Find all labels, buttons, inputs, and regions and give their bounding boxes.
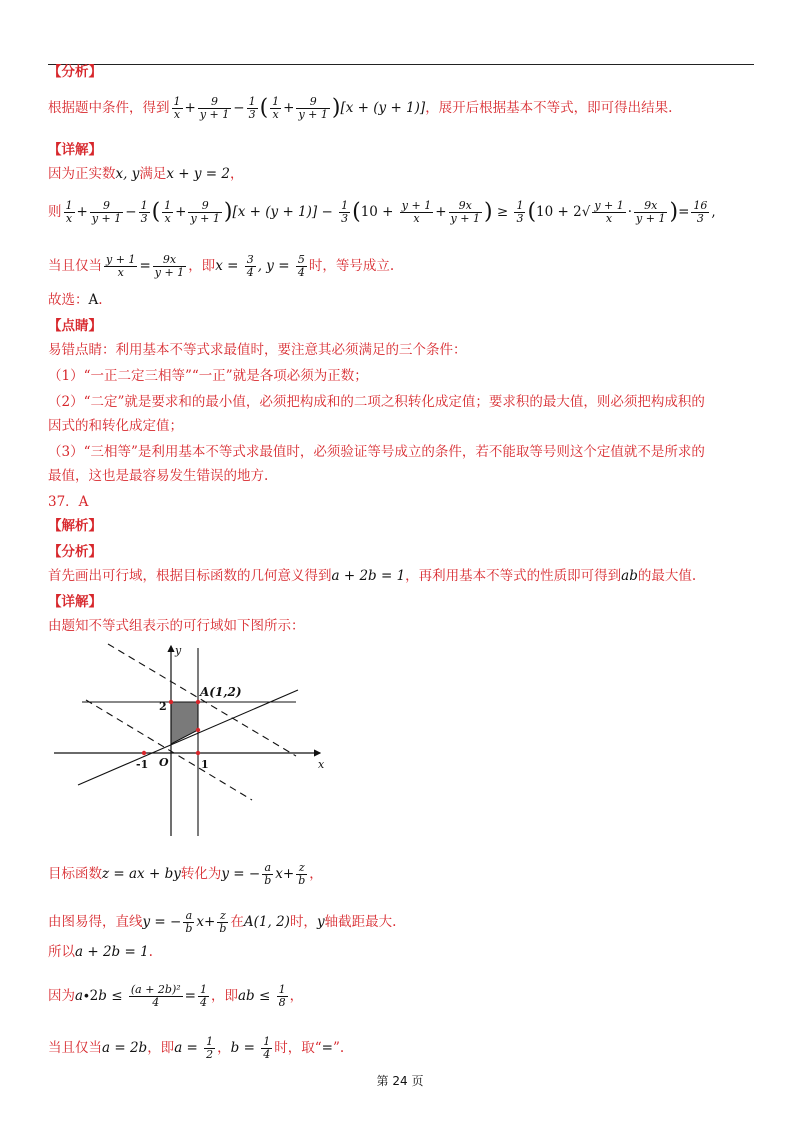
label-2: 2 [159,700,167,713]
tip-item-2b: 因式的和转化成定值； [48,418,183,434]
tip-tag: 【点睛】 [48,318,102,334]
q37-xiangjie-line-4: 所以a + 2b = 1. [48,944,153,960]
q37-xiangjie-line-5: 因为a∙2b ≤ $\frac{\text{(a + 2b)²}}{4}$ = $\frac{1}{4}$ ，即ab ≤ $\frac{1}{8}$ ， [48,983,304,1009]
detail-line-2: 则 $\frac{1}{x}$ + $\frac{9}{y + 1}$ − $\frac{1}{3}$ ( $\frac{1}{x}$ + $\frac{9}{y + 1}$ )[x + (y + 1)] − $\frac{1}{3}$ (10 + $\frac{y + 1}{x}$ + $\frac{9x}{y + 1}$ ) ≥ $\frac{1}{3}$ (10 + 2√ $\frac{y + 1}{x}$ · $\frac{9x}{y + 1}$ )= $\frac{16}{3}$ , [48,199,716,225]
question-number: 37．A [48,494,89,510]
detail-line-1: 因为正实数x, y满足x + y = 2， [48,166,244,182]
q37-fenxi-tag: 【分析】 [48,544,102,560]
detail-tag-1: 【详解】 [48,142,102,158]
dashed-line-1 [108,644,296,756]
analysis-tag-1: 【分析】 [48,64,102,80]
detail-line-3: 当且仅当 $\frac{y + 1}{x}$ = $\frac{9x}{y + 1}$ ，即x = $\frac{3}{4}$ , y = $\frac{5}{4}$ 时，等号成立. [48,253,395,279]
q37-xiangjie-line-6: 当且仅当a = 2b，即a = $\frac{1}{2}$ ，b = $\frac{1}{4}$ 时，取“=”. [48,1035,345,1061]
tip-item-2a: （2）“二定”就是要求和的最小值，必须把构成和的二项之积转化成定值；要求积的最大值，则必须把构成积的 [48,394,705,410]
q37-xiangjie-line-3: 由图易得，直线y = − $\frac{a}{b}$ x+ $\frac{z}{b}$ 在A(1, 2)时，y轴截距最大. [48,909,397,935]
q37-fenxi-line: 首先画出可行域，根据目标函数的几何意义得到a + 2b = 1，再利用基本不等式的性质即可得到ab的最大值. [48,568,697,584]
q37-xiangjie-tag: 【详解】 [48,594,102,610]
tip-item-1: （1）“一正二定三相等”“一正”就是各项必须为正数； [48,368,368,384]
feasible-region-graph [48,640,338,840]
analysis-line-1: 根据题中条件，得到 $\frac{1}{x}$ + $\frac{9}{y + 1}$ − $\frac{1}{3}$ ( $\frac{1}{x}$ + $\frac{9}{y + 1}$ )[x + (y + 1)]，展开后根据基本不等式，即可得出结果. [48,95,673,121]
detail-line-4: 故选：A. [48,292,103,308]
label-1: 1 [201,758,209,771]
label-A: A(1,2) [200,685,242,699]
label-neg1: -1 [136,758,149,771]
label-x: x [318,758,325,771]
q37-xiangjie-line-1: 由题知不等式组表示的可行域如下图所示： [48,618,305,634]
page-footer: 第 24 页 [376,1074,424,1088]
tip-item-3a: （3）“三相等”是利用基本不等式求最值时，必须验证等号成立的条件，若不能取等号则这个定值就不是所求的 [48,444,705,460]
q37-jiexi-tag: 【解析】 [48,518,102,534]
tip-item-3b: 最值，这也是最容易发生错误的地方. [48,468,269,484]
label-y: y [175,644,182,657]
header-rule [48,64,754,65]
feasible-region [171,702,198,744]
label-O: O [159,756,169,769]
q37-xiangjie-line-2: 目标函数z = ax + by转化为y = − $\frac{a}{b}$ x+ $\frac{z}{b}$ ， [48,861,323,887]
tip-intro: 易错点睛：利用基本不等式求最值时，要注意其必须满足的三个条件： [48,342,467,358]
